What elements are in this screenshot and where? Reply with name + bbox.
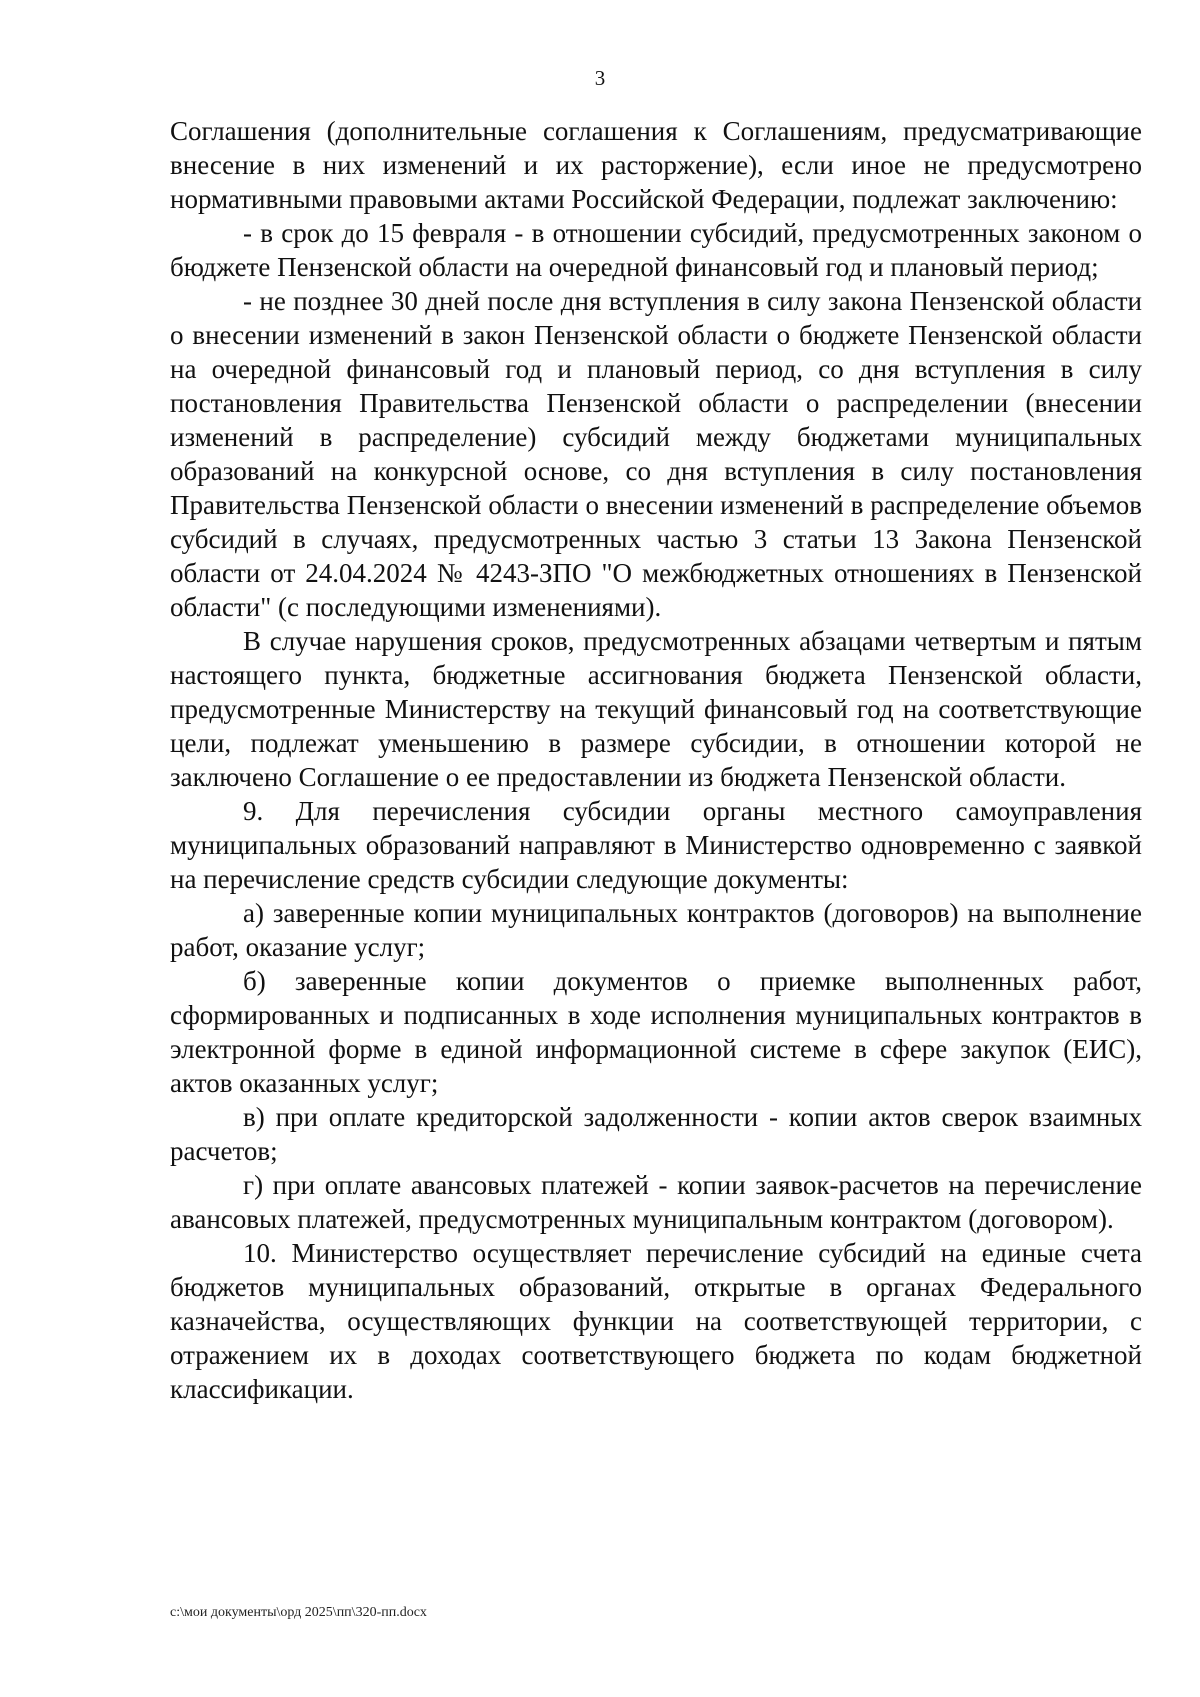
- paragraph-item-9-g: г) при оплате авансовых платежей - копии заявок-расчетов на перечисление авансовых платежей, предусмотренных муниципальным контрактом (договором).: [170, 1170, 1142, 1234]
- paragraph-deadline-feb-15: - в срок до 15 февраля - в отношении субсидий, предусмотренных законом о бюджете Пензенской области на очередной финансовый год и плановый период;: [170, 218, 1142, 282]
- paragraph-item-9-v: в) при оплате кредиторской задолженности - копии актов сверок взаимных расчетов;: [170, 1102, 1142, 1166]
- paragraph-agreements-continuation: Соглашения (дополнительные соглашения к Соглашениям, предусматривающие внесение в них изменений и их расторжение), если иное не предусмотрено нормативными правовыми актами Российской Федерации, подлежат заключению:: [170, 116, 1142, 214]
- paragraph-deadline-violation: В случае нарушения сроков, предусмотренных абзацами четвертым и пятым настоящего пункта, бюджетные ассигнования бюджета Пензенской области, предусмотренные Министерству на текущий финансовый год на соответствующие цели, подлежат уменьшению в размере субсидии, в отношении которой не заключено Соглашение о ее предоставлении из бюджета Пензенской области.: [170, 626, 1142, 792]
- paragraph-item-9: 9. Для перечисления субсидии органы местного самоуправления муниципальных образований направляют в Министерство одновременно с заявкой на перечисление средств субсидии следующие документы:: [170, 796, 1142, 894]
- paragraph-deadline-30-days: - не позднее 30 дней после дня вступления в силу закона Пензенской области о внесении изменений в закон Пензенской области о бюджете Пензенской области на очередной финансовый год и плановый период, со дня вступления в силу постановления Правительства Пензенской области о распределении (внесении изменений в распределение) субсидий между бюджетами муниципальных образований на конкурсной основе, со дня вступления в силу постановления Правительства Пензенской области о внесении изменений в распределение объемов субсидий в случаях, предусмотренных частью 3 статьи 13 Закона Пензенской области от 24.04.2024 № 4243-ЗПО "О межбюджетных отношениях в Пензенской области" (с последующими изменениями).: [170, 286, 1142, 622]
- page-number: 3: [594, 66, 606, 90]
- paragraph-item-10: 10. Министерство осуществляет перечисление субсидий на единые счета бюджетов муниципальных образований, открытые в органах Федерального казначейства, осуществляющих функции на соответствующей территории, с отражением их в доходах соответствующего бюджета по кодам бюджетной классификации.: [170, 1238, 1142, 1404]
- paragraph-item-9-a: а) заверенные копии муниципальных контрактов (договоров) на выполнение работ, оказание услуг;: [170, 898, 1142, 962]
- document-body: [170, 114, 1142, 1406]
- footer-file-path: c:\мои документы\орд 2025\пп\320-пп.docx: [170, 1605, 427, 1620]
- paragraph-item-9-b: б) заверенные копии документов о приемке выполненных работ, сформированных и подписанных в ходе исполнения муниципальных контрактов в электронной форме в единой информационной системе в сфере закупок (ЕИС), актов оказанных услуг;: [170, 966, 1142, 1098]
